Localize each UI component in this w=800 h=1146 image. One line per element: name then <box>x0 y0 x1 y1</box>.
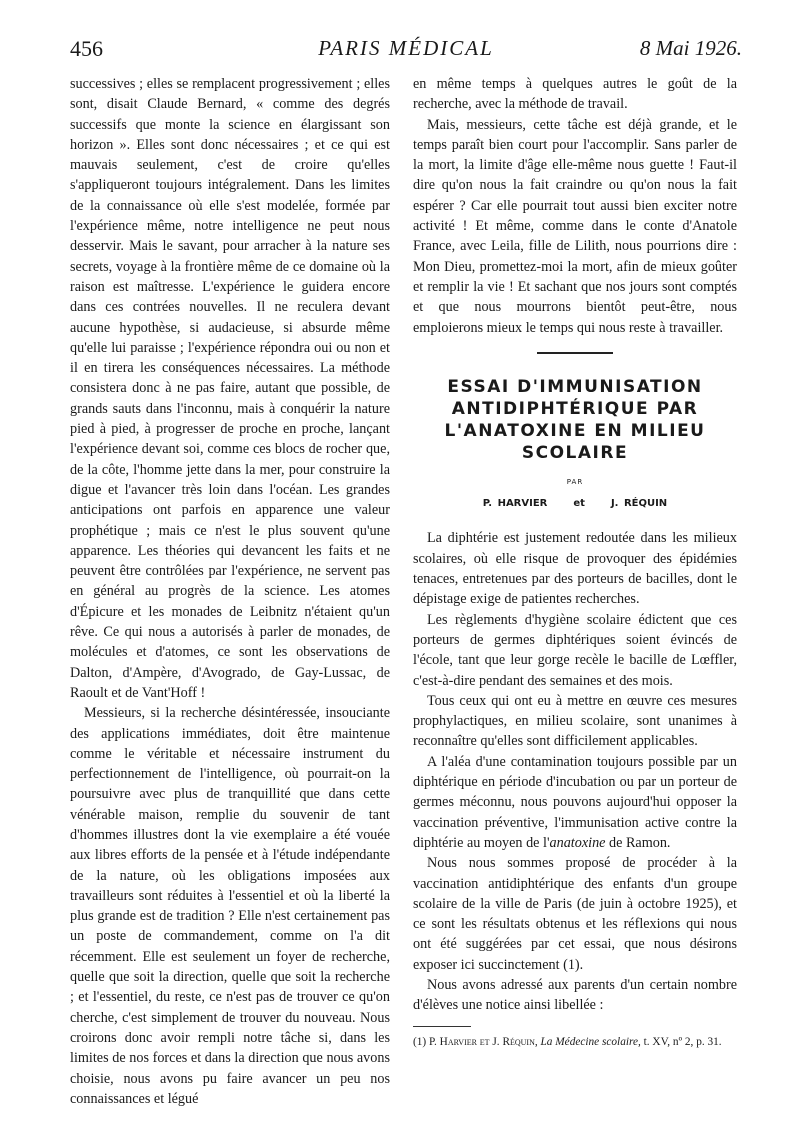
paragraph: successives ; elles se remplacent progressivement ; elles sont, disait Claude Bernard, « comme des degrés successifs que monte la science en élargissant son horizon ». Elles sont donc nécessaires ; et ce qui est mauvais seulement, c'est de croire qu'elles s'appliqueront toujours intégralement. Dans les limites de la connaissance où elle s'est modelée, formée par l'expérience même, notre intelligence ne peut nous desservir. Mais le savant, pour arracher à la nature ses secrets, voyage à la frontière même de ce domaine où la raison est maîtresse. L'expérience le guidera encore dans ces contrées nouvelles. Il ne reculera devant aucune hypothèse, si audacieuse, si absurde même qu'elle lui paraisse ; l'expérience répondra oui ou non et il en tirera les conséquences nécessaires. La méthode consistera donc à ne pas faire, autant que possible, de grands sauts dans l'inconnu, mais à conquérir la nature pied à pied, à progresser de proche en proche, lançant l'expérience devant soi, comme ces blocs de rocher que, de la côte, l'homme jette dans la mer, pour construire la digue et l'avancer très loin dans l'océan. Les grandes anticipations ont parfois en apparence une valeur prophétique ; mais ce n'est le plus souvent qu'une apparence. Les théories qui devancent les faits et ne peuvent être contrôlées par l'expérience, ne servent pas en général au progrès de la science. Les atomes d'Épicure et les monades de Leibnitz n'étaient qu'un rêve. Ce qui nous a autorisés à parler de monades, de molécules et d'atomes, ce sont les observations de Dalton, d'Ampère, d'Avogrado, de Gay-Lussac, de Raoult et de Vant'Hoff ! <box>70 76 390 701</box>
article-title: ESSAI D'IMMUNISATION ANTIDIPHTÉRIQUE PAR L'ANATOXINE EN MILIEU SCOLAIRE <box>444 376 706 463</box>
page-number: 456 <box>70 36 103 61</box>
paragraph: Messieurs, si la recherche désintéressée, insouciante des applications immédiates, doit être maintenue comme le véritable et nécessaire instrument du perfectionnement de l'intelligence, où pourrait-on la poursuivre avec plus de tranquillité que dans cette vénérable maison, remplie du souvenir de tant d'hommes illustres dont la vie exemplaire a été vouée aux libres efforts de la pensée et à l'étude indépendante de la nature, où les obligations imposées aux travailleurs sont réduites à l'essentiel et où la liberté la plus grande est de tradition ? Elle n'est certainement pas un poste de commandement, comme on l'a dit récemment. Elle est seulement un foyer de recherche, quelle que soit la direction, quelle que soit la recherche ; et l'essentiel, du reste, ce n'est pas de trouver ce qu'on cherche, c'est simplement de trouver du nouveau. Nous croirons donc avoir rempli notre tâche si, dans les limites de nos forces et dans la direction que nous avons choisie, nous avons pu faire avancer un peu nos connaissances et légué <box>70 705 390 1107</box>
paragraph: Nous avons adressé aux parents d'un certain nombre d'élèves une notice ainsi libellée : <box>413 976 737 1014</box>
footnote-marker: (1) <box>413 1035 429 1048</box>
issue-date: 8 Mai 1926. <box>639 36 742 60</box>
footnote-reference: t. XV, nº 2, p. 31. <box>640 1035 722 1048</box>
paragraph: La diphtérie est justement redoutée dans les milieux scolaires, où elle risque de provoquer des épidémies tenaces, entretenues par des porteurs de bacilles, dont le dépistage exige de patientes recherches. <box>413 530 737 608</box>
paragraph <box>413 752 737 853</box>
paragraph-text: de Ramon. <box>605 834 671 851</box>
emphasis-term: anatoxine <box>549 834 606 851</box>
author-name: P. HARVIER <box>482 498 548 510</box>
paragraph: Tous ceux qui ont eu à mettre en œuvre ces mesures prophylactiques, en milieu scolaire, sont unanimes à reconnaître qu'elles sont difficilement applicables. <box>413 692 737 750</box>
left-column <box>70 74 390 1109</box>
page-header <box>70 36 742 72</box>
footnote-authors: P. Harvier et J. Réquin, <box>429 1035 538 1048</box>
by-label: PAR <box>566 477 584 486</box>
author-name: J. RÉQUIN <box>610 498 668 510</box>
paragraph-text: A l'aléa d'une contamination toujours possible par un diphtérique en période d'incubation ou par un porteur de germes méconnu, nous pouvons aujourd'hui opposer la vaccination préventive, l'immunisation active contre la diphtérie au moyen de l' <box>413 753 737 851</box>
author-conjunction: et <box>573 498 585 510</box>
footnote-divider <box>413 1026 471 1027</box>
right-column <box>413 74 737 1050</box>
article-authors <box>413 494 737 514</box>
footnote <box>413 1035 737 1050</box>
paragraph: Mais, messieurs, cette tâche est déjà grande, et le temps paraît bien court pour l'accomplir. Sans parler de la mort, la limite d'âge elle-même nous guette ! Faut-il dire qu'on nous la fait craindre ou qu'on nous la fait espérer ? Car elle pourrait tout aussi bien exciter notre activité ! Et même, comme dans le conte d'Anatole France, avec Leila, fille de Lilith, nous pourrions dire : Mon Dieu, promettez-moi la mort, afin de mieux goûter et remplir la vie ! Et sachant que nos jours sont comptés et que nous mourrons bientôt peut-être, nous emploierons mieux le temps qui nous reste à travailler. <box>413 116 737 336</box>
journal-title: PARIS MÉDICAL <box>318 36 494 60</box>
footnote-work: La Médecine scolaire, <box>537 1035 641 1048</box>
paragraph: en même temps à quelques autres le goût de la recherche, avec la méthode de travail. <box>413 76 737 113</box>
section-divider <box>537 352 613 354</box>
paragraph: Nous nous sommes proposé de procéder à la vaccination antidiphtérique des enfants d'un groupe scolaire de la ville de Paris (de juin à octobre 1925), et ce sont les résultats obtenus et les réflexions qui nous ont été suggérées par cet essai, que nous désirons exposer ici succinctement (1). <box>413 855 737 973</box>
paragraph: Les règlements d'hygiène scolaire édictent que ces porteurs de germes diphtériques soient évincés de l'école, tant que leur gorge recèle le bacille de Lœffler, c'est-à-dire pendant des semaines et des mois. <box>413 611 737 689</box>
